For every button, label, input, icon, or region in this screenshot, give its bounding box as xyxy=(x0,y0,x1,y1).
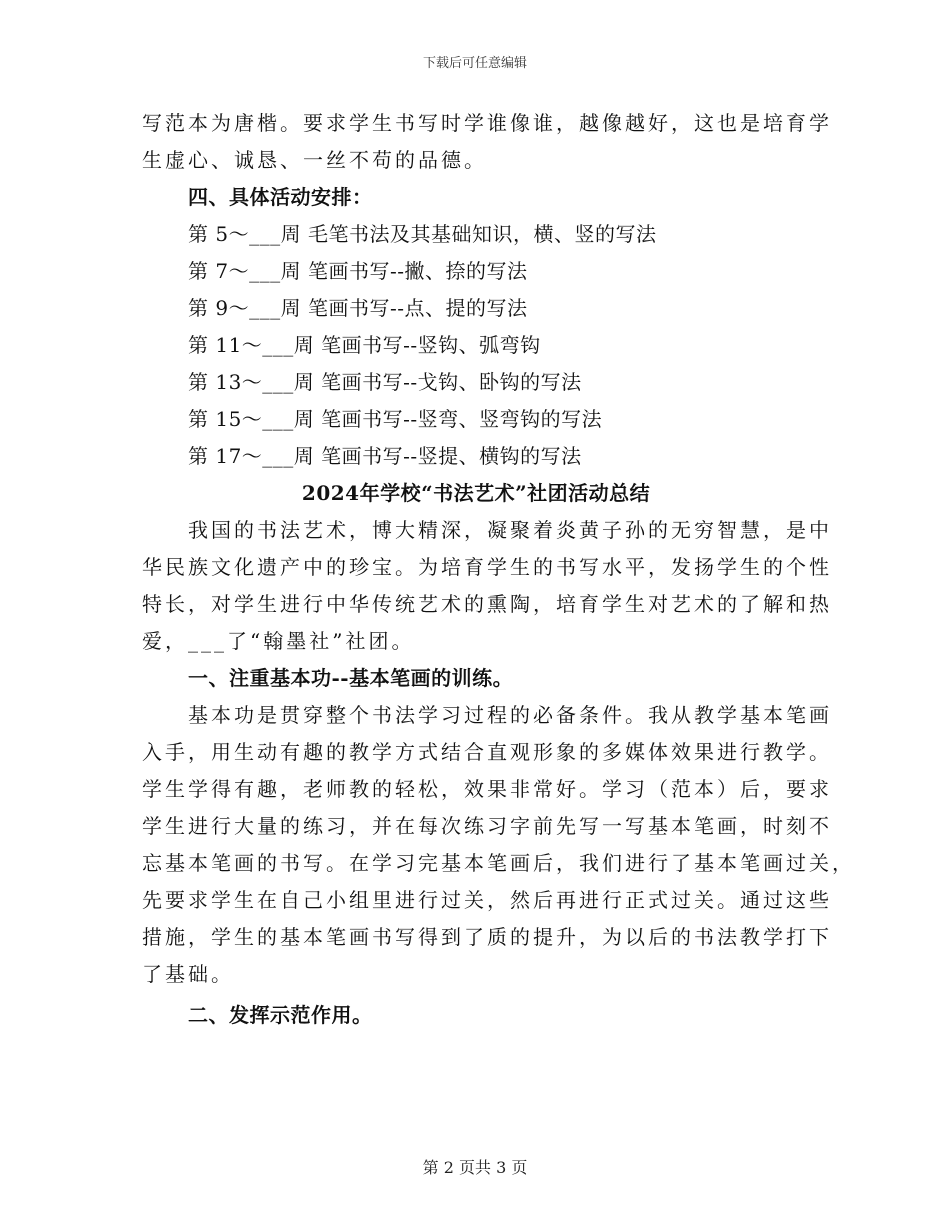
para2-line: 基本功是贯穿整个书法学习过程的必备条件。我从教学基本笔画 xyxy=(188,703,832,727)
document-title: 2024年学校“书法艺术”社团活动总结 xyxy=(301,481,651,505)
schedule-item: 第 13～___周 笔画书写--戈钩、卧钩的写法 xyxy=(188,370,582,394)
page-footer: 第 2 页共 3 页 xyxy=(422,1158,528,1177)
schedule-item: 第 15～___周 笔画书写--竖弯、竖弯钩的写法 xyxy=(188,407,603,431)
schedule-item: 第 17～___周 笔画书写--竖提、横钩的写法 xyxy=(188,444,582,468)
para1-line: 我国的书法艺术，博大精深，凝聚着炎黄子孙的无穷智慧，是中 xyxy=(188,518,832,542)
schedule-item: 第 5～___周 毛笔书法及其基础知识，横、竖的写法 xyxy=(188,222,657,246)
para2-line: 了基础。 xyxy=(142,962,234,986)
schedule-item: 第 11～___周 笔画书写--竖钩、弧弯钩 xyxy=(188,333,541,357)
para2-line: 入手，用生动有趣的教学方式结合直观形象的多媒体效果进行教学。 xyxy=(142,740,832,764)
intro-line-1: 写范本为唐楷。要求学生书写时学谁像谁，越像越好，这也是培育学 xyxy=(142,111,832,135)
section4-heading: 四、具体活动安排： xyxy=(188,185,373,209)
para2-line: 学生学得有趣，老师教的轻松，效果非常好。学习（范本）后，要求 xyxy=(142,777,832,801)
para1-line: 爱，___了“翰墨社”社团。 xyxy=(142,629,415,653)
para2-line: 学生进行大量的练习，并在每次练习字前先写一写基本笔画，时刻不 xyxy=(142,814,832,838)
para2-line: 措施，学生的基本笔画书写得到了质的提升，为以后的书法教学打下 xyxy=(142,925,832,949)
schedule-item: 第 9～___周 笔画书写--点、提的写法 xyxy=(188,296,528,320)
document-body xyxy=(142,105,855,1034)
heading-demonstration: 二、发挥示范作用。 xyxy=(188,1003,373,1027)
para1-line: 华民族文化遗产中的珍宝。为培育学生的书写水平，发扬学生的个性 xyxy=(142,555,832,579)
para2-line: 忘基本笔画的书写。在学习完基本笔画后，我们进行了基本笔画过关， xyxy=(142,851,855,875)
para1-line: 特长，对学生进行中华传统艺术的熏陶，培育学生对艺术的了解和热 xyxy=(142,592,832,616)
para2-line: 先要求学生在自己小组里进行过关，然后再进行正式过关。通过这些 xyxy=(142,888,832,912)
intro-line-2: 生虚心、诚恳、一丝不苟的品德。 xyxy=(142,148,487,172)
page-header-note: 下载后可任意编辑 xyxy=(422,56,527,71)
heading-basic-skills: 一、注重基本功--基本笔画的训练。 xyxy=(188,666,514,690)
schedule-item: 第 7～___周 笔画书写--撇、捺的写法 xyxy=(188,259,528,283)
